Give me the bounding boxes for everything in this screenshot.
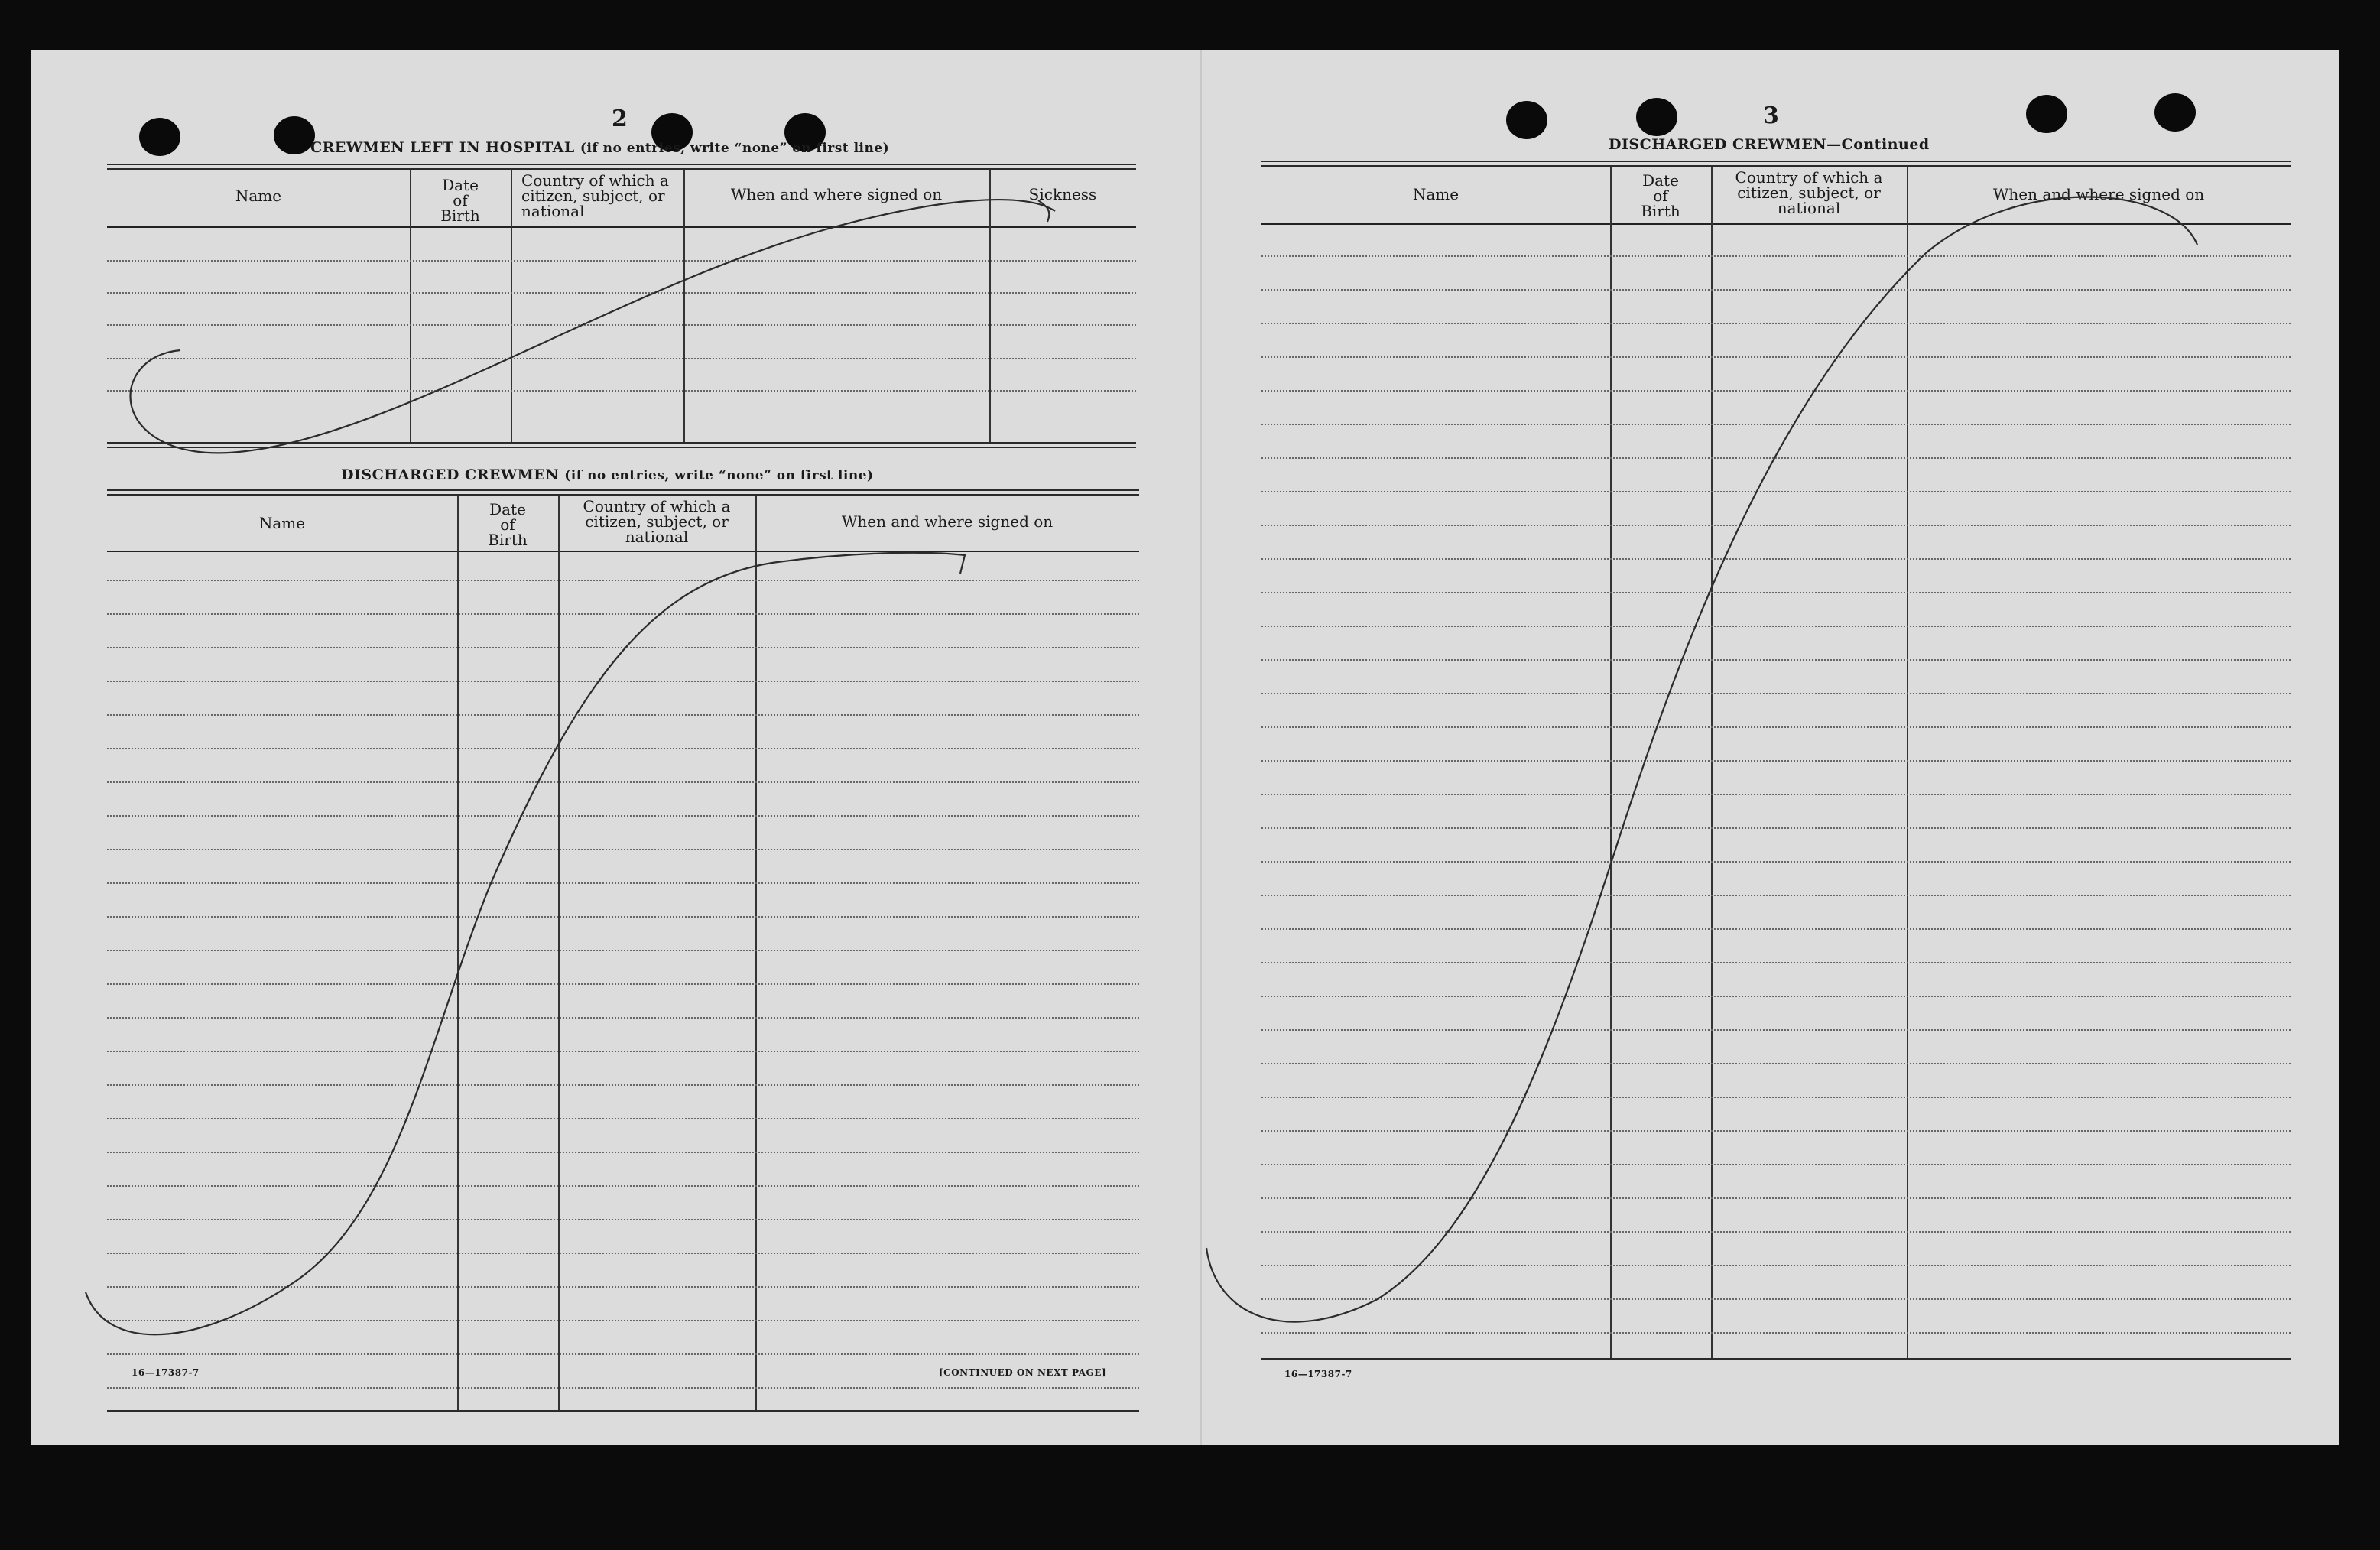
page-number-left: 2 xyxy=(612,106,628,132)
punch-hole xyxy=(1636,98,1677,136)
hospital-table xyxy=(107,164,1136,448)
form-number-right: 16—17387-7 xyxy=(1284,1369,1352,1379)
punch-hole xyxy=(2026,95,2067,133)
page-number-right: 3 xyxy=(1763,102,1779,129)
punch-hole xyxy=(2154,93,2196,132)
col-header-signed-on: When and where signed on xyxy=(841,512,1054,531)
discharged-instruction: (if no entries, write “none” on first line) xyxy=(564,468,874,483)
page-fold xyxy=(1200,50,1202,1445)
discharged-table xyxy=(107,489,1139,1415)
discharged-title-text: DISCHARGED CREWMEN xyxy=(341,466,560,483)
continued-note: [CONTINUED ON NEXT PAGE] xyxy=(939,1367,1107,1378)
col-header-dob: Date of Birth xyxy=(440,176,480,225)
col-header-name: Name xyxy=(235,187,282,205)
hospital-title-text: CREWMEN LEFT IN HOSPITAL xyxy=(310,139,575,156)
col-header-sickness: Sickness xyxy=(1028,185,1097,203)
hospital-instruction: (if no entries, write “none” on first line) xyxy=(580,141,890,156)
discharged-continued-table xyxy=(1261,161,2291,1361)
col-header-signed-on: When and where signed on xyxy=(730,185,943,203)
col-header-name: Name xyxy=(1412,185,1459,203)
hospital-section-title xyxy=(310,139,889,156)
discharged-section-title xyxy=(341,466,874,483)
form-number-left: 16—17387-7 xyxy=(132,1367,200,1378)
punch-hole xyxy=(139,118,180,156)
col-header-country: Country of which a citizen, subject, or national xyxy=(521,171,669,220)
col-header-name: Name xyxy=(258,514,306,532)
col-header-signed-on: When and where signed on xyxy=(1992,185,2205,203)
punch-hole xyxy=(1506,101,1547,139)
col-header-country: Country of which a citizen, subject, or national xyxy=(583,497,731,546)
col-header-dob: Date of Birth xyxy=(1641,171,1680,220)
document-sheet xyxy=(31,50,2339,1445)
col-header-country: Country of which a citizen, subject, or national xyxy=(1735,168,1883,217)
discharged-continued-title: DISCHARGED CREWMEN—Continued xyxy=(1609,136,1930,153)
punch-hole xyxy=(274,116,315,154)
col-header-dob: Date of Birth xyxy=(488,500,528,549)
